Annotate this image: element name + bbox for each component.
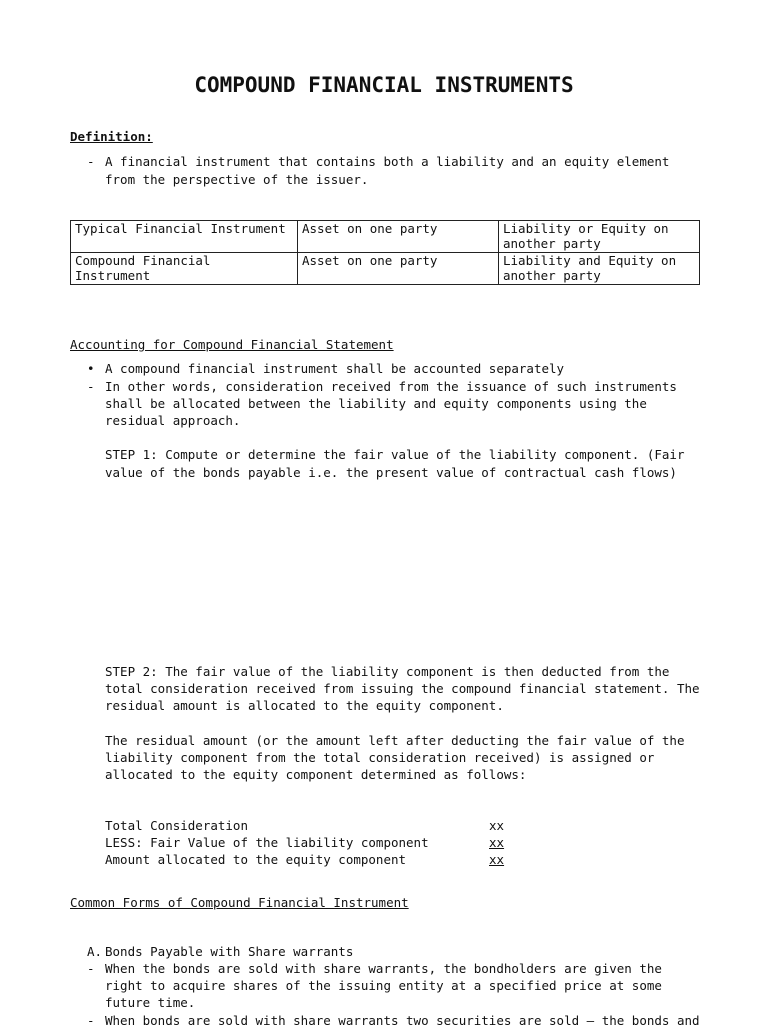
table-cell: Liability and Equity on another party [499, 253, 700, 285]
table-cell: Asset on one party [298, 253, 499, 285]
table-cell: Liability or Equity on another party [499, 221, 700, 253]
computation-label: LESS: Fair Value of the liability component [105, 835, 429, 850]
step1-line: value of the bonds payable i.e. the present value of contractual cash flows) [105, 465, 677, 480]
bullet-text: A compound financial instrument shall be accounted separately [105, 361, 565, 376]
computation-value: xx [489, 835, 505, 850]
paragraph-line: residual approach. [105, 413, 241, 428]
page-title: COMPOUND FINANCIAL INSTRUMENTS [194, 73, 574, 97]
instrument-table [70, 220, 700, 285]
table-row [71, 221, 700, 253]
step2-line: total consideration received from issuing the compound financial statement. The [105, 681, 700, 696]
computation-value: xx [489, 852, 505, 867]
table-row [71, 253, 700, 285]
step1-line: STEP 1: Compute or determine the fair value of the liability component. (Fair [105, 447, 685, 462]
paragraph-line: future time. [105, 995, 196, 1010]
definition-heading: Definition: [70, 129, 153, 144]
step2-line: STEP 2: The fair value of the liability component is then deducted from the [105, 664, 670, 679]
bullet-marker: • [87, 361, 95, 376]
dash-marker: - [87, 1013, 95, 1028]
computation-label: Amount allocated to the equity component [105, 852, 407, 867]
dash-marker: - [87, 961, 95, 976]
paragraph-line: In other words, consideration received from the issuance of such instruments [105, 379, 677, 394]
residual-line: The residual amount (or the amount left after deducting the fair value of the [105, 733, 685, 748]
list-item: Bonds Payable with Share warrants [105, 944, 354, 959]
dash-marker: - [87, 154, 95, 169]
paragraph-line: When the bonds are sold with share warrants, the bondholders are given the [105, 961, 662, 976]
paragraph-line: shall be allocated between the liability and equity components using the [105, 396, 647, 411]
table-cell: Compound Financial Instrument [71, 253, 298, 285]
definition-line: from the perspective of the issuer. [105, 172, 369, 187]
table-cell: Asset on one party [298, 221, 499, 253]
paragraph-line: When bonds are sold with share warrants two securities are sold – the bonds and [105, 1013, 700, 1028]
paragraph-line: right to acquire shares of the issuing entity at a specified price at some [105, 978, 662, 993]
definition-line: A financial instrument that contains both a liability and an equity element [105, 154, 670, 169]
computation-label: Total Consideration [105, 818, 248, 833]
computation-value: xx [489, 818, 505, 833]
step2-line: residual amount is allocated to the equity component. [105, 698, 504, 713]
dash-marker: - [87, 379, 95, 394]
list-marker: A. [87, 944, 103, 959]
table-cell: Typical Financial Instrument [71, 221, 298, 253]
residual-line: allocated to the equity component determined as follows: [105, 767, 527, 782]
residual-line: liability component from the total consideration received) is assigned or [105, 750, 655, 765]
common-forms-heading: Common Forms of Compound Financial Instrument [70, 895, 409, 910]
accounting-heading: Accounting for Compound Financial Statement [70, 337, 394, 352]
